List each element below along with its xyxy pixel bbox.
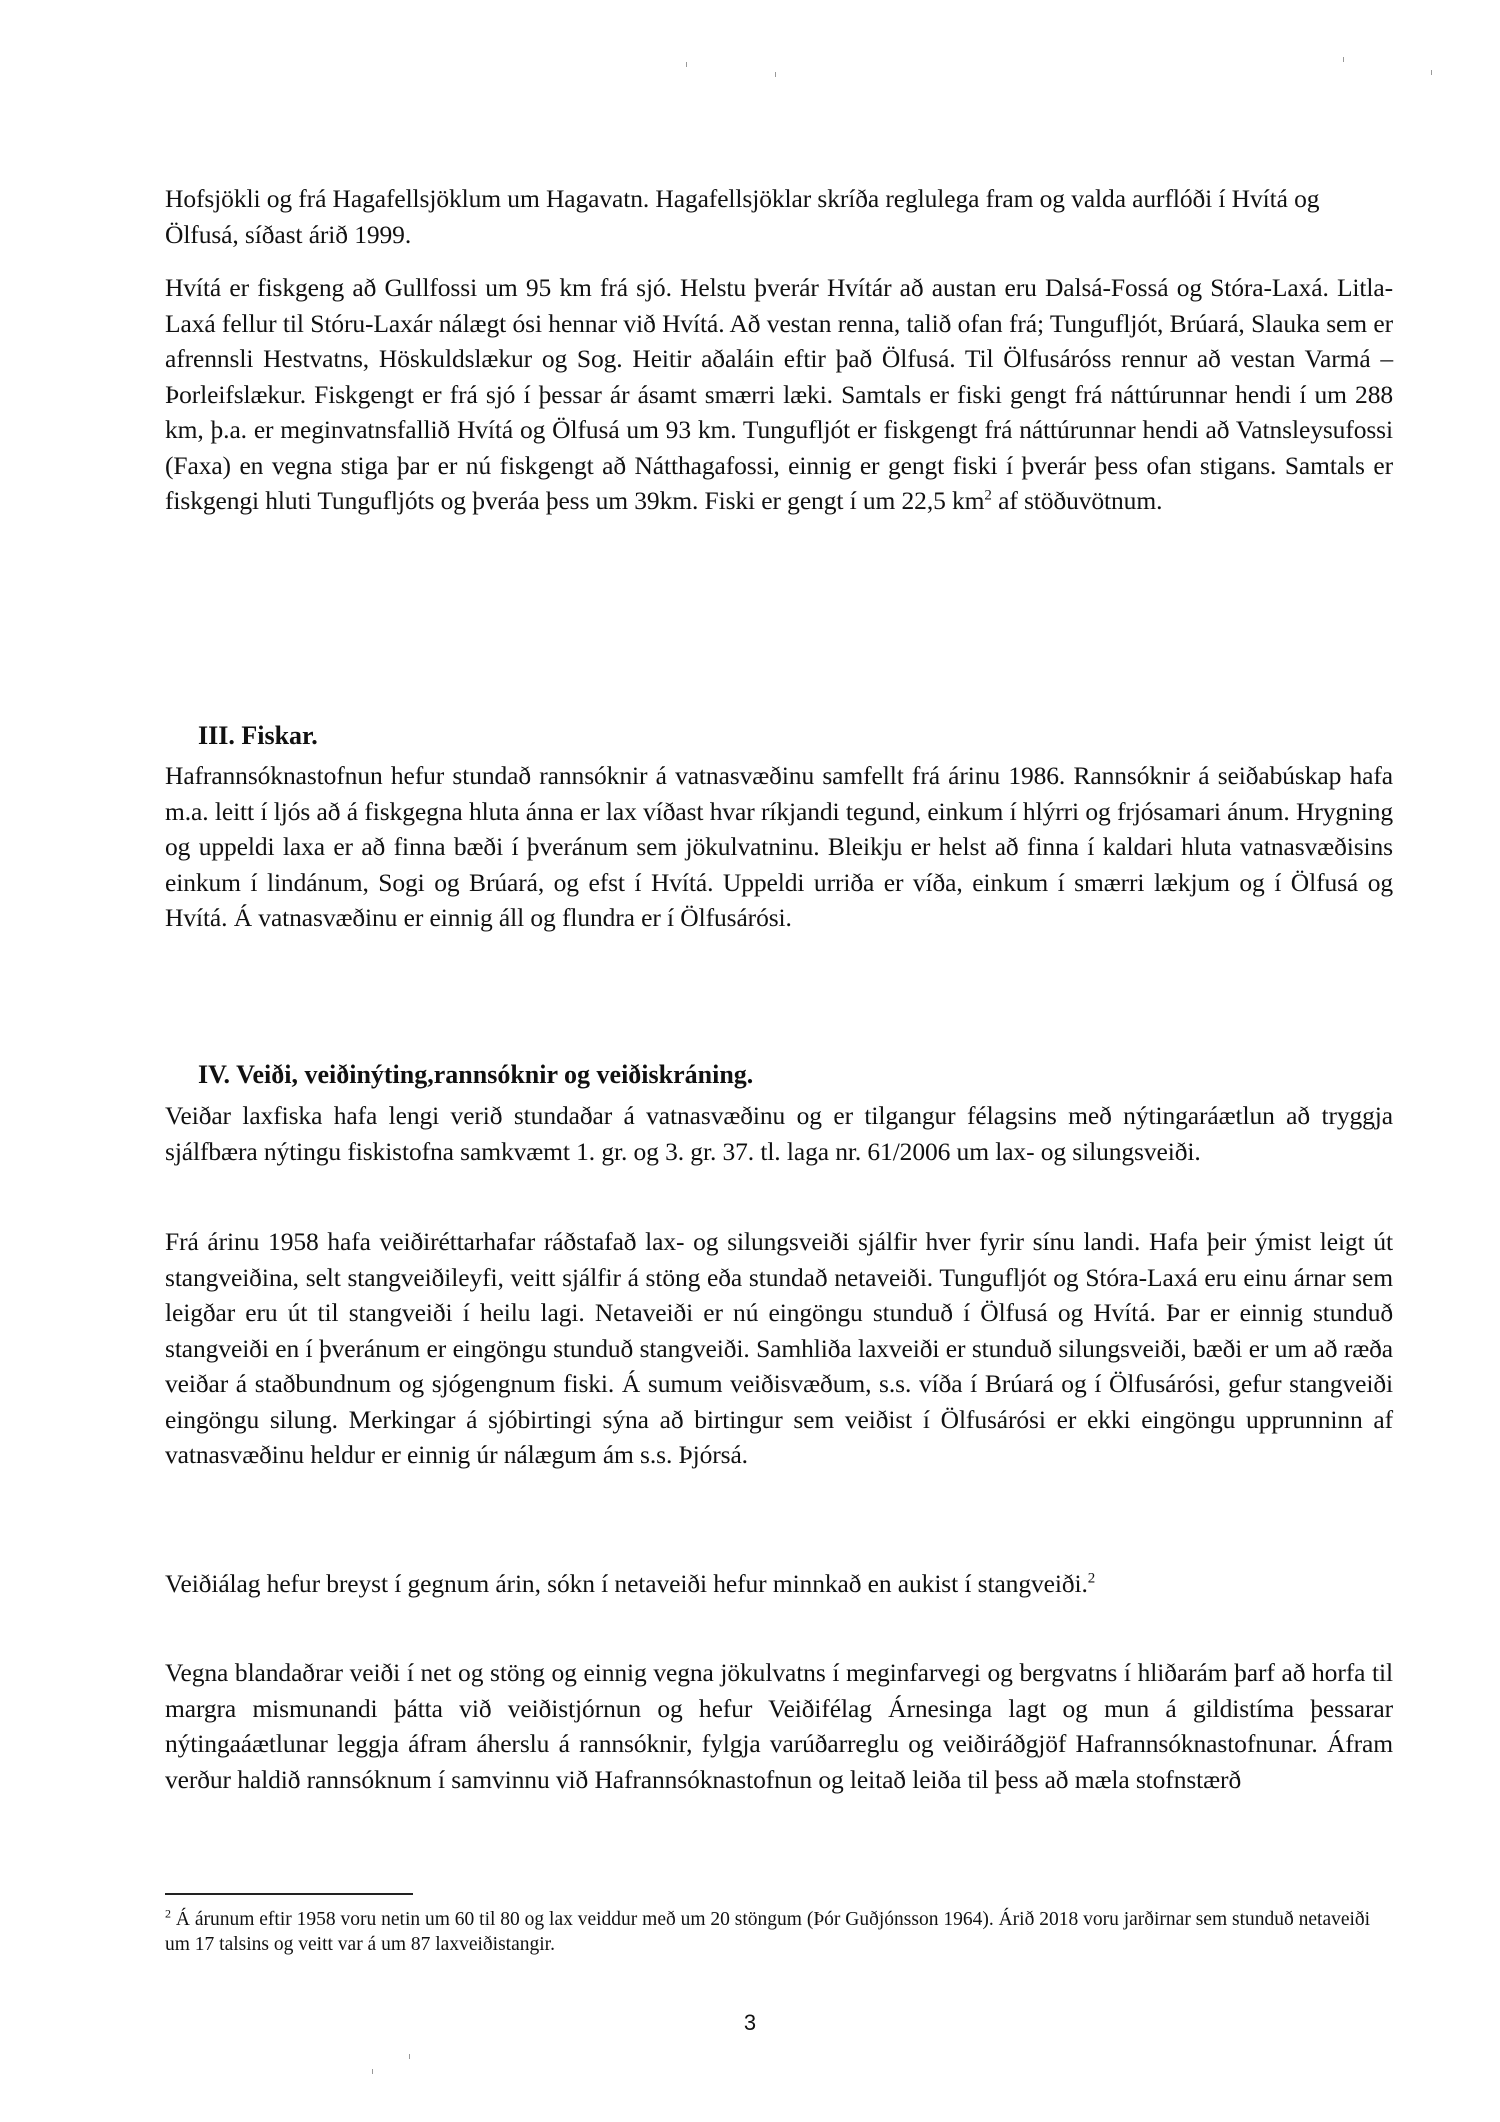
scan-speck	[1343, 57, 1344, 62]
paragraph-glacier-floods: Hofsjökli og frá Hagafellsjöklum um Hagavatn. Hagafellsjöklar skríða reglulega fram og valda aurflóði í Hvítá og Ölfusá, síðast árið 1999.	[165, 184, 1320, 249]
scan-speck	[372, 2069, 373, 2074]
page-number: 3	[743, 2010, 757, 2035]
paragraph-history: Frá árinu 1958 hafa veiðiréttarhafar ráðstafað lax- og silungsveiði sjálfir hver fyrir sínu landi. Hafa þeir ýmist leigt út stangveiðina, selt stangveiðileyfi, veitt sjálfir á stöng eða stundað netaveiði. Tungufljót og Stóra-Laxá eru einu árnar sem leigðar eru út til stangveiði í heilu lagi. Netaveiði er nú eingöngu stunduð í Ölfusá og Hvítá. Þar er einnig stunduð stangveiði en í þveránum er eingöngu stunduð stangveiði. Samhliða laxveiði er stunduð silungsveiði, bæði er um að ræða veiðar á staðbundnum og sjógengnum fiski. Á sumum veiðisvæðum, s.s. víða í Brúará og í Ölfusárósi, gefur stangveiði eingöngu silung. Merkingar á sjóbirtingi sýna að birtingur sem veiðist í Ölfusárósi er ekki eingöngu upprunninn af vatnasvæðinu heldur er einnig úr nálægum ám s.s. Þjórsá.	[165, 1227, 1393, 1469]
footnote-reference[interactable]: 2	[1087, 1570, 1096, 1587]
footnote-text: Á árunum eftir 1958 voru netin um 60 til 80 og lax veiddur með um 20 stöngum (Þór Guðjónsson 1964). Árið 2018 voru jarðirnar sem stunduð netaveiði um 17 talsins og veitt var á um 87 laxveiðistangir.	[165, 1909, 1371, 1955]
scan-speck	[775, 72, 776, 77]
paragraph-fish-species: Hafrannsóknastofnun hefur stundað rannsóknir á vatnasvæðinu samfellt frá árinu 1986. Rannsóknir á seiðabúskap hafa m.a. leitt í ljós að á fiskgegna hluta ánna er lax víðast hvar ríkjandi tegund, einkum í hlýrri og frjósamari ánum. Hrygning og uppeldi laxa er að finna bæði í þveránum sem jökulvatninu. Bleikju er helst að finna í kaldari hluta vatnasvæðisins einkum í lindánum, Sogi og Brúará, og efst í Hvítá. Uppeldi urriða er víða, einkum í smærri lækjum og í Ölfusá og Hvítá. Á vatnasvæðinu er einnig áll og flundra er í Ölfusárósi.	[165, 761, 1393, 932]
paragraph-text: Veiðiálag hefur breyst í gegnum árin, sókn í netaveiði hefur minnkað en aukist í stangveiði.	[165, 1569, 1088, 1598]
section-heading-fiskar: III. Fiskar.	[198, 721, 318, 750]
scan-speck	[1431, 70, 1432, 75]
scan-speck	[686, 62, 687, 67]
paragraph-fishing-pressure	[165, 1566, 1393, 1602]
scan-speck	[409, 2054, 410, 2059]
section-heading-veidi: IV. Veiði, veiðinýting,rannsóknir og veiðiskráning.	[198, 1060, 754, 1089]
footnote-marker: 2	[165, 1906, 171, 1921]
paragraph-management: Vegna blandaðrar veiði í net og stöng og einnig vegna jökulvatns í meginfarvegi og bergvatns í hliðarám þarf að horfa til margra mismunandi þátta við veiðistjórnun og hefur Veiðifélag Árnesinga lagt og mun á gildistíma þessarar nýtingaáætlunar leggja áfram áherslu á rannsóknir, fylgja varúðarreglu og veiðiráðgjöf Hafrannsóknastofnunar. Áfram verður haldið rannsóknum í samvinnu við Hafrannsóknastofnun og leitað leiða til þess að mæla stofnstærð	[165, 1658, 1393, 1794]
paragraph-purpose: Veiðar laxfiska hafa lengi verið stundaðar á vatnasvæðinu og er tilgangur félagsins með nýtingaráætlun að tryggja sjálfbæra nýtingu fiskistofna samkvæmt 1. gr. og 3. gr. 37. tl. laga nr. 61/2006 um lax- og silungsveiði.	[165, 1101, 1393, 1166]
paragraph-text-end: af stöðuvötnum.	[991, 486, 1163, 515]
superscript: 2	[984, 487, 992, 504]
footnote	[165, 1907, 1393, 1957]
footnote-separator	[165, 1893, 413, 1895]
paragraph-text: Hvítá er fiskgeng að Gullfossi um 95 km frá sjó. Helstu þverár Hvítár að austan eru Dalsá-Fossá og Stóra-Laxá. Litla-Laxá fellur til Stóru-Laxár nálægt ósi hennar við Hvítá. Að vestan renna, talið ofan frá; Tungufljót, Brúará, Slauka sem er afrennsli Hestvatns, Höskuldslækur og Sog. Heitir aðaláin eftir það Ölfusá. Til Ölfusáróss rennur að vestan Varmá – Þorleifslækur. Fiskgengt er frá sjó í þessar ár ásamt smærri læki. Samtals er fiski gengt frá náttúrunnar hendi í um 288 km, þ.a. er meginvatnsfallið Hvítá og Ölfusá um 93 km. Tungufljót er fiskgengt frá náttúrunnar hendi að Vatnsleysufossi (Faxa) en vegna stiga þar er nú fiskgengt að Nátthagafossi, einnig er gengt fiski í þverár þess ofan stigans. Samtals er fiskgengi hluti Tungufljóts og þveráa þess um 39km. Fiski er gengt í um 22,5 km	[165, 273, 1393, 515]
paragraph-hvita-tributaries	[165, 270, 1393, 519]
